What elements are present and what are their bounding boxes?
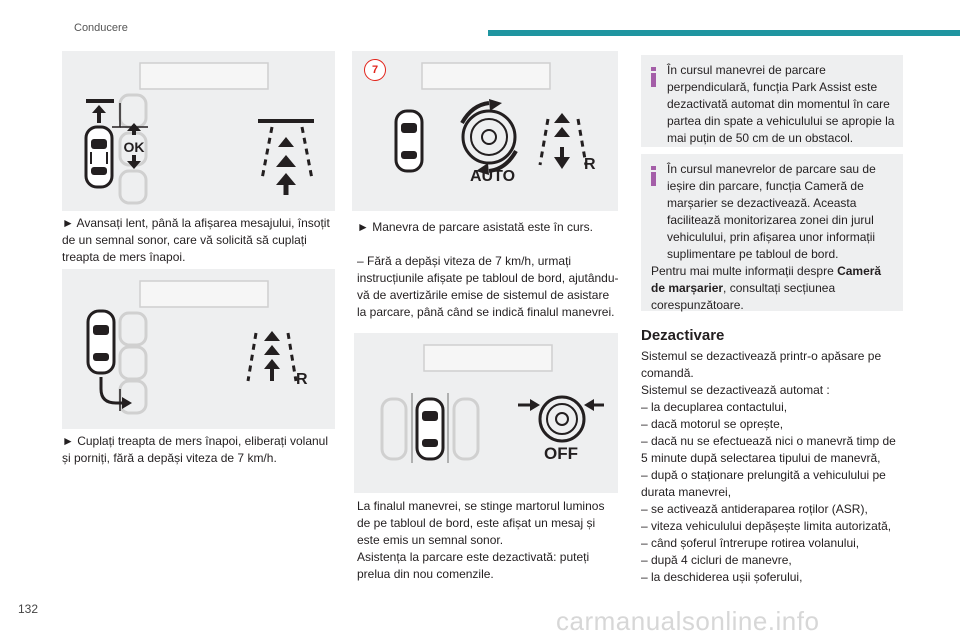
deactivation-list-item: – după 4 cicluri de manevre, bbox=[641, 553, 792, 567]
deactivation-list-item: – viteza vehiculului depășește limita autorizată, bbox=[641, 519, 892, 533]
figure-off bbox=[354, 333, 618, 493]
figure-reverse bbox=[62, 269, 335, 429]
deactivation-list-item: – la decuplarea contactului, bbox=[641, 400, 788, 414]
parking-reverse-illustration bbox=[62, 269, 335, 429]
deactivation-list bbox=[641, 348, 903, 586]
deactivation-list-item: – se activează antideraparea roților (ASR), bbox=[641, 502, 868, 516]
section-title: Conducere bbox=[74, 22, 128, 34]
figure-auto bbox=[352, 51, 618, 211]
svg-text:R: R bbox=[584, 156, 596, 173]
deactivation-list-item: – când șoferul întrerupe rotirea volanului, bbox=[641, 536, 860, 550]
page-number: 132 bbox=[18, 602, 39, 616]
text-step-1: ► Avansați lent, până la afișarea mesajului, însoțit de un semnal sonor, care vă solicită să cuplați treapta de mers înapoi. bbox=[62, 216, 330, 264]
header-accent-bar bbox=[488, 30, 960, 36]
car-icon bbox=[417, 399, 443, 459]
watermark: carmanualsonline.info bbox=[556, 606, 820, 636]
text-end-manoeuvre: La finalul manevrei, se stinge martorul luminos de pe tabloul de bord, este afișat un mesaj și este emis un semnal sonor. Asistența la parcare este dezactivată: puteți prelua din nou comenzile. bbox=[357, 499, 605, 581]
deactivation-list-item: – dacă nu se efectuează nici o manevră timp de 5 minute după selectarea tipului de manevră, bbox=[641, 434, 896, 465]
deactivation-list-item: – la deschiderea ușii șoferului, bbox=[641, 570, 803, 584]
steering-wheel-icon bbox=[540, 397, 584, 441]
reverse-camera-reference: Cameră de marșarier bbox=[651, 264, 882, 295]
text-step-3: ► Manevra de parcare asistată este în curs. bbox=[357, 220, 593, 234]
heading-dezactivare: Dezactivare bbox=[641, 327, 725, 344]
text-step-2: ► Cuplați treapta de mers înapoi, eliberați volanul și porniți, fără a depăși viteza de 7 km/h. bbox=[62, 434, 329, 465]
parking-ok-illustration bbox=[62, 51, 335, 211]
car-icon bbox=[88, 311, 114, 373]
figure-forward-ok bbox=[62, 51, 335, 211]
steering-wheel-icon bbox=[462, 99, 516, 175]
auto-steering-illustration bbox=[352, 51, 618, 211]
deactivation-list-item: – după o staționare prelungită a vehiculului pe durata manevrei, bbox=[641, 468, 886, 499]
svg-text:AUTO: AUTO bbox=[470, 168, 516, 185]
svg-text:OFF: OFF bbox=[544, 444, 578, 463]
step-number-badge: 7 bbox=[364, 59, 386, 81]
deactivation-list-item: – dacă motorul se oprește, bbox=[641, 417, 784, 431]
info-box-reverse-camera: În cursul manevrelor de parcare sau de ieșire din parcare, funcția Cameră de marșarier se dezactivează. Aceasta facilitează monitorizarea zonei din jurul vehiculului, prin afișarea unor informații suplimentare pe tabloul de bord. Pentru mai multe informații despre Cameră de marșarier, consultați secțiunea corespunzătoare. bbox=[641, 154, 903, 311]
svg-text:R: R bbox=[296, 371, 308, 388]
deactivation-list-item: Sistemul se dezactivează automat : bbox=[641, 383, 830, 397]
text-step-4: – Fără a depăși viteza de 7 km/h, urmați instrucțiunile afișate pe tabloul de bord, ajutându-vă de avertizările emise de sistemul de asistare la parcare, până când se indică finalul manevrei. bbox=[357, 254, 619, 319]
car-icon bbox=[86, 127, 112, 187]
info-box-park-assist: În cursul manevrei de parcare perpendiculară, funcția Park Assist este dezactivată automat din momentul în care partea din spate a vehiculului se apropie la mai puțin de 50 cm de un obstacol. bbox=[641, 55, 903, 147]
deactivation-list-item: Sistemul se dezactivează printr-o apăsare pe comandă. bbox=[641, 349, 882, 380]
off-illustration bbox=[354, 333, 618, 493]
car-icon bbox=[396, 111, 422, 171]
svg-text:OK: OK bbox=[123, 139, 145, 155]
